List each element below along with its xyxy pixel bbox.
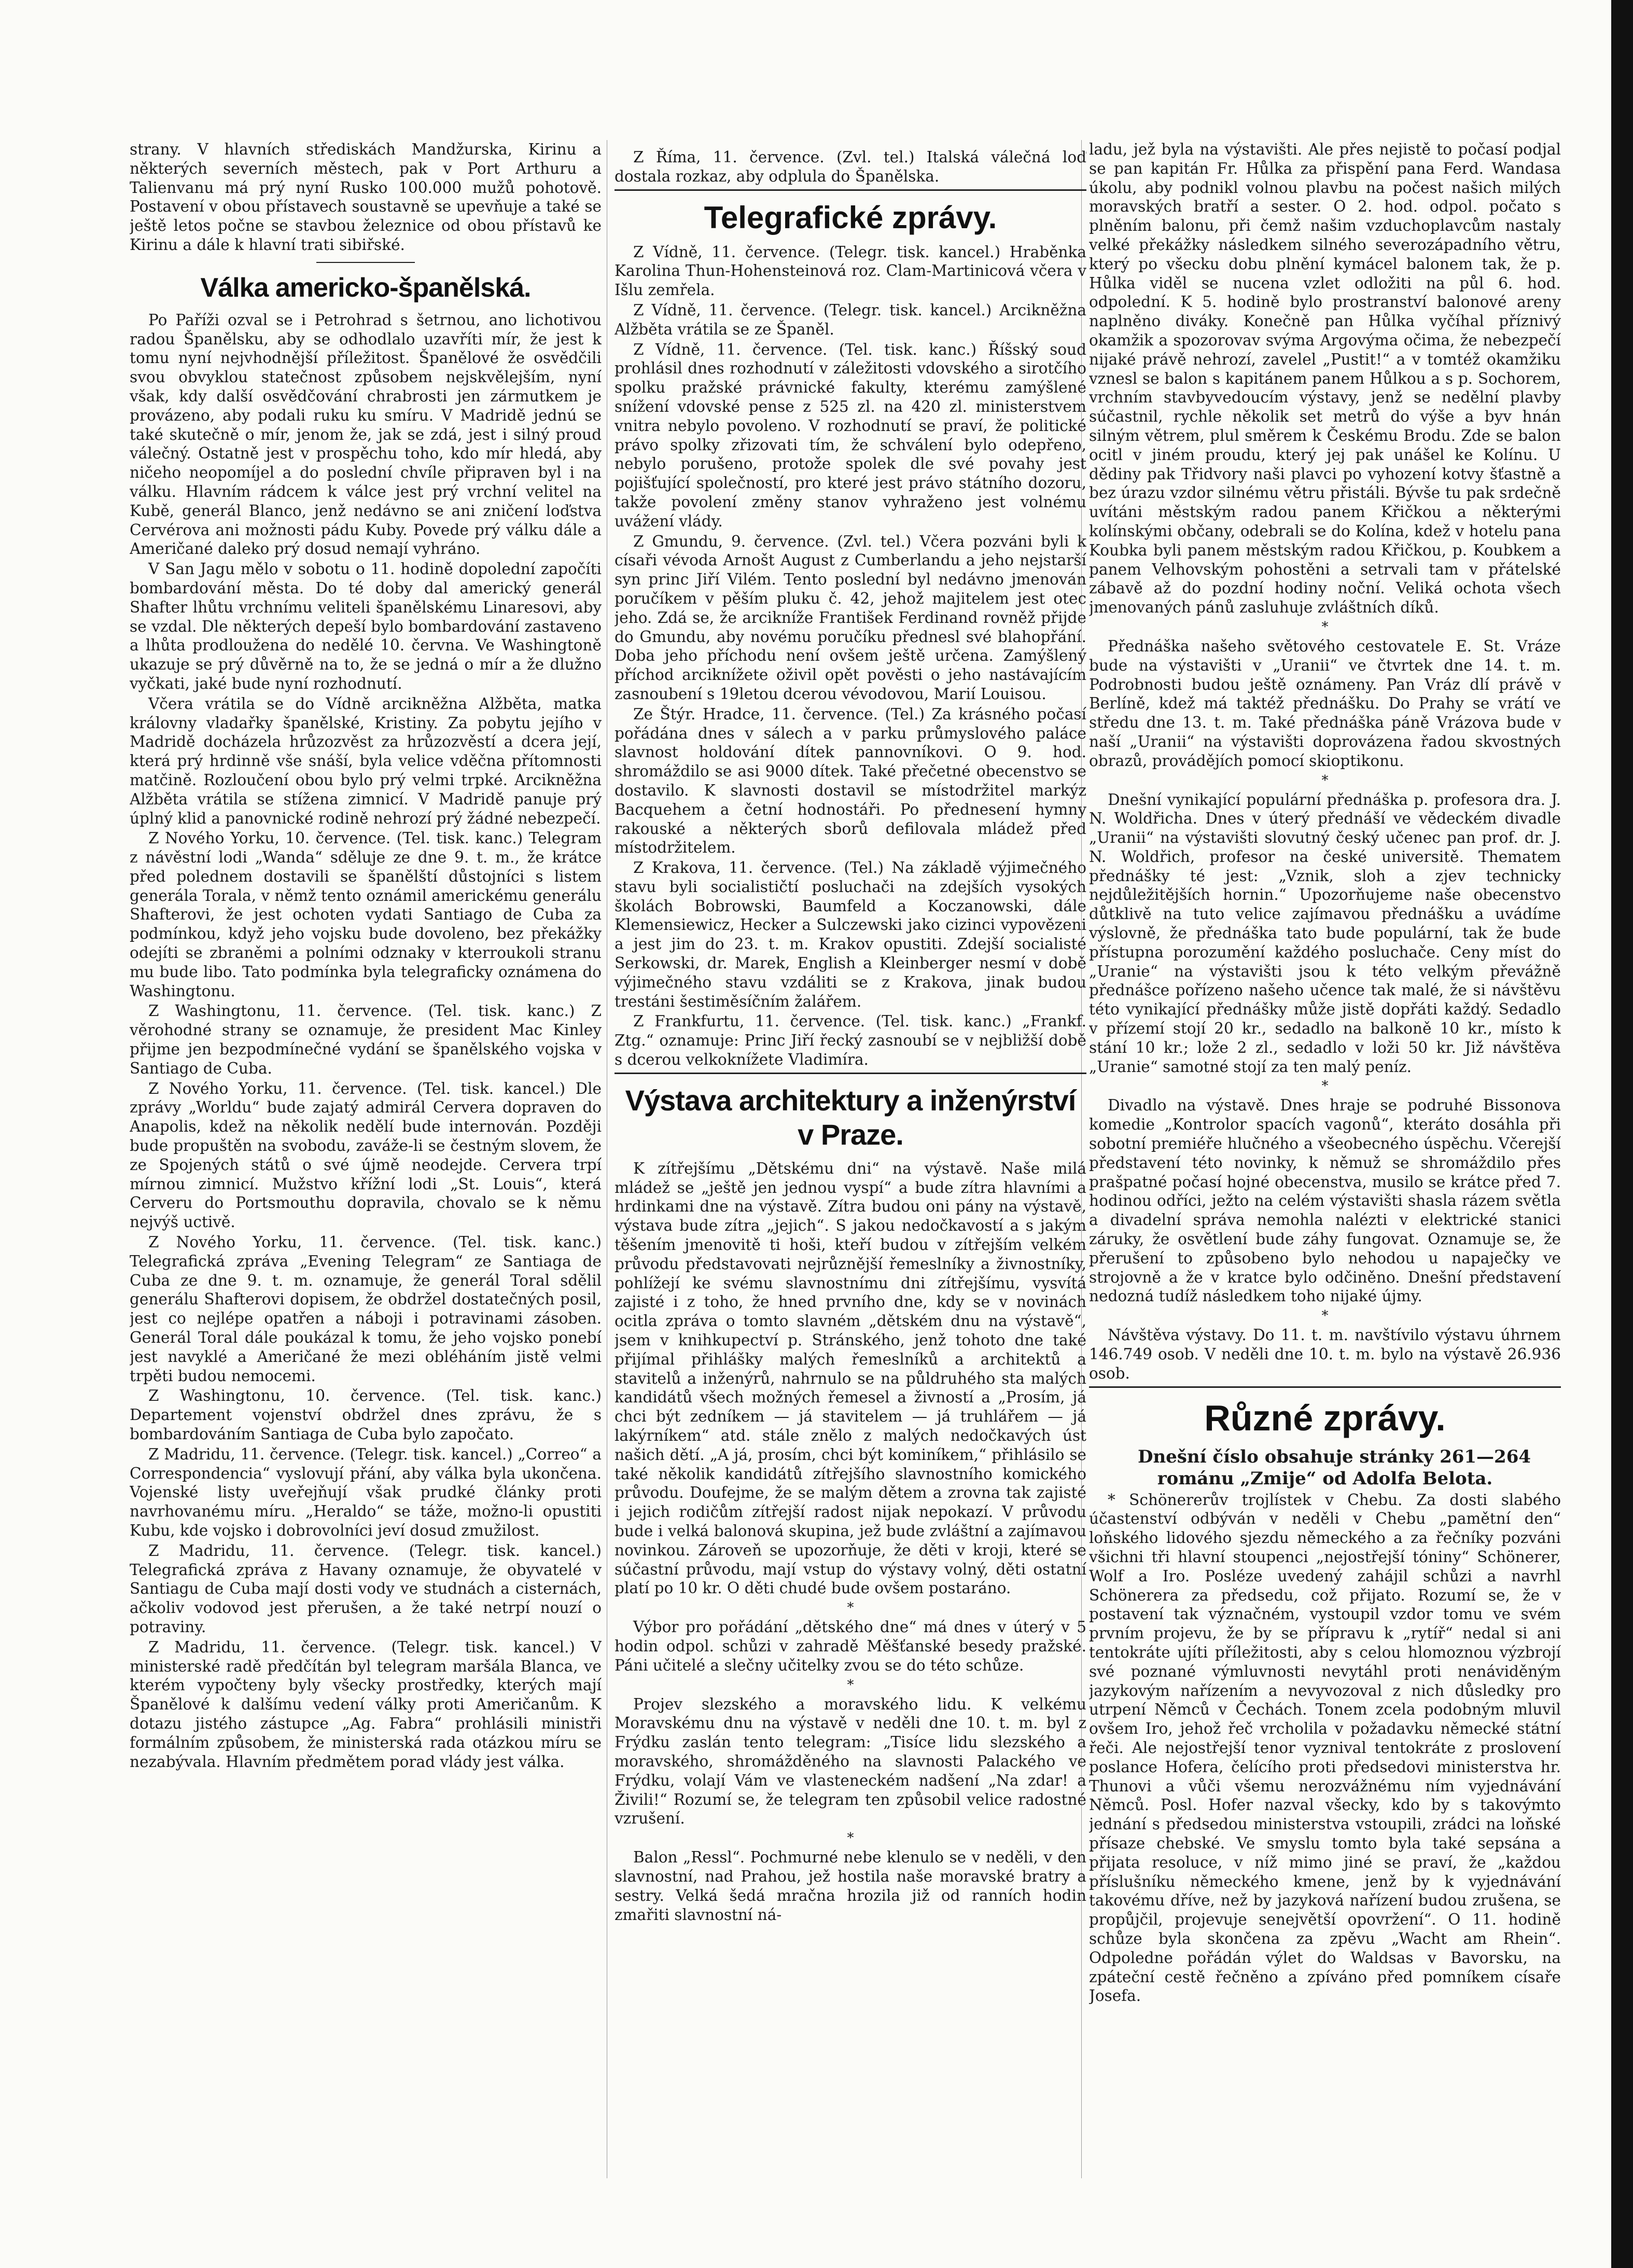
war-telegram: Z Nového Yorku, 11. července. (Tel. tisk. kanc.) Telegrafická zpráva „Evening Telegram“ ze Santiaga de Cuba ze dne 9. t. m. oznamuje, že generál Toral sdělil generálu Shafterovi dopisem, že obdržel dostatečných posil, jest co nejlépe opatřen a náboji i potravinami zásoben. Generál Toral dále poukázal k tomu, že jeho vojsko ponebí jest navyklé a Američané že mezi obléháním jistě velmi trpěti budou nemocemi. [130, 1233, 602, 1385]
exhibition-item: Přednáška našeho světového cestovatele E. St. Vráze bude na výstavišti v „Uranii“ ve čtvrtek dne 14. t. m. Podrobnosti budou ještě oznámeny. Pan Vráz dlí právě v Berlíně, kdež má taktéž přednášku. Do Prahy se vrátí ve středu dne 13. t. m. Také přednáška páně Vrázova bude v naší „Uranii“ na výstavišti doprovázena řadou skvostných obrazů, provádějích pomocí skioptikonu. [1089, 637, 1561, 770]
telegram-item: Ze Štýr. Hradce, 11. července. (Tel.) Za krásného počasí pořádána dnes v sálech a v parku průmyslového paláce slavnost holdování dítek pannovníkovi. O 9. hod. shromáždilo se asi 9000 dítek. Také přečetné obecenstvo se dostavilo. K slavnosti dostavil se místodržitel markýz Bacquehem a četní hodnostáři. Po přednesení hymny rakouské a některých sborů defilovala mládež před místodržitelem. [615, 705, 1086, 857]
exhibition-item: Projev slezského a moravského lidu. K velkému Moravskému dnu na výstavě v neděli dne 10. t. m. byl z Frýdku zaslán tento telegram: „Tisíce lidu slezského a moravského, shromážděného na slavnosti Palackého ve Frýdku, volají Vám ve vlasteneckém nadšení „Na zdar! a Živili!“ Rozumí se, že telegram ten způsobil velice radostné vzrušení. [615, 1695, 1086, 1828]
section-heading-exhibition: Výstava architektury a inženýrství v Praze. [625, 1083, 1076, 1151]
column-middle [615, 148, 1086, 2181]
war-telegram: Z Madridu, 11. července. (Telegr. tisk. kancel.) Telegrafická zpráva z Havany oznamuje, že obyvatelé v Santiagu de Cuba mají dosti vody ve studnách a cisternách, ačkoliv vodovod jest přerušen, a že také netrpí nouzí o potraviny. [130, 1541, 602, 1636]
balloon-continuation: ladu, jež byla na výstavišti. Ale přes nejistě to počasí podjal se pan kapitán Fr. Hůlka za přispění pana Ferd. Wandasa úkolu, aby podnikl volnou plavbu na počest našich milých moravských bratří a sester. O 2. hod. odpol. počato s plněním balonu, při čemž našim vzduchoplavcům nastaly velké překážky následkem silného severozápadního větru, který po všecku dobu plnění kymácel balonem tak, že p. Hůlka viděl se nucena vzlet odložiti na půl 6. hod. odpolední. K 5. hodině bylo prostranství balonové areny naplněno diváky. Konečně pan Hůlka vyčíhal příznivý okamžik a spozorovav svýma Argovýma očima, že nebezpečí nijaké právě nehrozí, zavelel „Pustit!“ a v tomtéž okamžiku vznesl se balon s kapitánem panem Hůlkou a s p. Sochorem, vrchním stavbyvedoucím výstavy, jenž se nedělní plavby súčastnil, rychle několik set metrů do výše a byv hnán silným větrem, plul směrem k Českému Brodu. Zde se balon ocitl v jiném proudu, který jej pak unášel ke Kolínu. U dědiny pak Třidvory naši plavci po vyhození kotvy šťastně a bez úrazu vzdor silnému větru přistáli. Bývše tu pak srdečně uvítáni městským radou panem Křičkou a některými kolínskými občany, odebrali se do Kolína, kdež v hotelu pana Koubka byli panem městským radou Křičkou, p. Koubkem a panem Velhovským pohostěni a setrvali tam v přátelské zábavě až do pozdní hodiny noční. Veliká ochota všech jmenovaných pánů zasluhuje zvláštních díků. [1089, 141, 1561, 617]
divider [1089, 1386, 1561, 1388]
war-telegram: Z Madridu, 11. července. (Telegr. tisk. kancel.) „Correo“ a Correspondencia“ vyslovují přání, aby válka byla ukončena. Vojenské listy uveřejňují však prudké články proti navrhovanému míru. „Heraldo“ se táže, možno-li opustiti Kubu, kde vojsko i dobrovolníci jeví dosud zmužilost. [130, 1445, 602, 1539]
section-heading-war: Válka americko-španělská. [200, 272, 531, 303]
telegram-item: Z Vídně, 11. července. (Tel. tisk. kanc.) Říšský soud prohlásil dnes rozhodnutí v záležitosti vdovského a sirotčího spolku pražské právnické fakulty, kterému zamýšlené snížení vdovské pense z 525 zl. na 420 zl. ministerstvem vnitra nebylo povoleno. V rozhodnutí se praví, že politické právo spolky zřizovati tím, že schválení bylo odepřeno, nebylo porušeno, protože spolek dle své povahy jest pojišťující společností, pro které jest právo státního dozoru, takže povolení změny stanov vyhraženo jest volnému uvážení vlády. [615, 340, 1086, 530]
news-intro: Dnešní číslo obsahuje stránky 261—264 románu „Zmije“ od Adolfa Belota. [1137, 1446, 1531, 1489]
telegram-item: Z Gmundu, 9. července. (Zvl. tel.) Včera pozváni byli k císaři vévoda Arnošt August z Cumberlandu a jeho nejstarší syn princ Jiří Vilém. Tento poslední byl nedávno jmenován poručíkem v pěším pluku č. 42, jehož majitelem jest otec jeho. Zdá se, že arcikníže František Ferdinand rovněž přijde do Gmundu, aby novému poručíku přednesl své blahopřání. Doba jeho příchodu není ovšem ještě určena. Zamýšlený příchod arciknížete oživil opět pověsti o jeho nastávajícím zasnoubení s 19letou dcerou vévodovou, Marií Louisou. [615, 532, 1086, 703]
separator-star: * [847, 1677, 854, 1693]
war-telegram: Z Washingtonu, 10. července. (Tel. tisk. kanc.) Departement vojenství obdržel dnes zprávu, že s bombardováním Santiaga de Cuba bylo započato. [130, 1387, 602, 1443]
exhibition-item: Dnešní vynikající populární přednáška p. profesora dra. J. N. Woldřicha. Dnes v úterý přednáší ve vědeckém divadle „Uranii“ na výstavišti slovutný český učenec pan prof. dr. J. N. Woldřich, profesor na české universitě. Thematem přednášky té jest: „Vznik, sloh a zjev technicky nejdůležitějších hornin.“ Upozorňujeme naše obecenstvo důtklivě na tuto velice zajímavou přednášku a uvádíme výslovně, že přednáška tato bude populární, tak že bude přístupna porozumění každého posluchače. Ceny míst do „Uranie“ na výstavišti jsou k této velkým převážně přednášce pořízeno našeho učence tak malé, že si návštěvu této vynikající přednášky může jistě dopřáti každý. Sedadlo v přízemí stojí 20 kr., sedadlo na balkoně 10 kr., místo k stání 10 kr.; lože 2 zl., sedadlo v loži 50 kr. Již návštěva „Uranie“ samotné stojí za ten malý peníz. [1089, 790, 1561, 1076]
telegram-item: Z Vídně, 11. července. (Telegr. tisk. kancel.) Arcikněžna Alžběta vrátila se ze Španěl. [615, 301, 1086, 338]
divider [615, 1073, 1086, 1074]
column-left [130, 140, 602, 2178]
exhibition-item: Divadlo na výstavě. Dnes hraje se podruhé Bissonova komedie „Kontrolor spacích vagonů“, kteráto dosáhla při sobotní premiéře hlučného a všeobecného úspěchu. Včerejší představení této novinky, k němuž se shromáždilo přes prašpatné počasí hojné obecenstva, musilo se krátce před 7. hodinou odříci, ježto na celém výstavišti shasla rázem světla a divadelní správa nemohla nalézti v elektrické stanici záruky, že osvětlení bude záhy fungovat. Oznamuje se, že přerušení to způsobeno bylo nehodou u napaječky ve strojovně a že v kratce bylo odčiněno. Dnešní představení nedozná tudíž následkem toho nijaké újmy. [1089, 1096, 1561, 1305]
war-telegram: Z Nového Yorku, 11. července. (Tel. tisk. kancel.) Dle zprávy „Worldu“ bude zajatý admirál Cervera dopraven do Anapolis, kdež na několik nedělí bude internován. Později bude propuštěn na svobodu, zaváže-li se čestným slovem, že ze Spojených států o své újmě neodejde. Cervera trpí mírnou zimnicí. Mužstvo křížní lodi „St. Louis“, která Cerveru do Portsmouthu dopravila, chovalo se k němu nejvýš uctivě. [130, 1079, 602, 1231]
telegram-item: Z Frankfurtu, 11. července. (Tel. tisk. kanc.) „Frankf. Ztg.“ oznamuje: Princ Jiří řecký zasnoubí se v nejbližší době s dcerou velkoknížete Vladimíra. [615, 1012, 1086, 1069]
separator-star: * [1321, 619, 1329, 635]
war-telegram: Z Nového Yorku, 10. července. (Tel. tisk. kanc.) Telegram z návěstní lodi „Wanda“ sděluje ze dne 9. t. m., že krátce před polednem dostavili se španělští důstojníci s listem generála Torala, v němž tento oznámil americkému generálu Shafterovi, že jest ochoten vydati Santiago de Cuba za podmínkou, když jeho vojsku bude dovoleno, bez překážky odejíti se zbraněmi a polními odznaky v kterroukoli stranu mu bude libo. Tato podmínka byla telegraficky oznámena do Washingtonu. [130, 829, 602, 1000]
war-paragraph: Včera vrátila se do Vídně arcikněžna Alžběta, matka královny vladařky španělské, Kristiny. Za pobytu jejího v Madridě docházela hrůzozvěst za hrůzozvěstí a dcera její, která prý hrdinně vše snáší, byla velice vděčna přítomnosti matčině. Rozloučení obou bylo prý velmi trpké. Arcikněžna Alžběta vrátila se stížena zimnicí. V Madridě panuje prý úplný klid a panovnické rodině nehrozí prý žádné nebezpečí. [130, 694, 602, 827]
telegram-item: Z Vídně, 11. července. (Telegr. tisk. kancel.) Hraběnka Karolina Thun-Hohensteinová roz. Clam-Martinicová včera v Išlu zemřela. [615, 243, 1086, 299]
war-telegram: Z Madridu, 11. července. (Telegr. tisk. kancel.) V ministerské radě předčítán byl telegram maršála Blanca, ve kterém vypočteny byly všecky prostředky, kterých mají Španělové k dalšímu vedení války proti Američanům. K dotazu jistého zástupce „Ag. Fabra“ prohlásili ministři formálním způsobem, že ministerská rada otázkou míru se nezabývala. Hlavním předmětem porad vlády jest válka. [130, 1638, 602, 1771]
separator-star: * [1321, 772, 1329, 788]
section-heading-telegrams: Telegrafické zprávy. [704, 200, 997, 235]
separator-star: * [1321, 1308, 1329, 1324]
column-right [1089, 140, 1561, 2178]
exhibition-item: Návštěva výstavy. Do 11. t. m. navštívilo výstavu úhrnem 146.749 osob. V neděli dne 10. t. m. bylo na výstavě 26.936 osob. [1089, 1326, 1561, 1382]
scan-edge [1611, 0, 1633, 2268]
exhibition-item: Balon „Ressl“. Pochmurné nebe klenulo se v neděli, v den slavnostní, nad Prahou, jež hostila naše moravské bratry a sestry. Velká šedá mračna hrozila již od ranních hodin zmařiti slavnostní ná- [615, 1848, 1086, 1924]
war-paragraph: V San Jagu mělo v sobotu o 11. hodině dopolední započíti bombardování města. Do té doby dal americký generál Shafter lhůtu vrchnímu veliteli španělskému Linaresovi, aby se vzdal. Dle některých depeší bylo bombardování zastaveno a lhůta prodloužena do nedělé 10. června. Ve Washingtoně ukazuje se prý důvěrně na to, že se jedná o mír a že dlužno vyčkati, jaké bude nyní rozhodnutí. [130, 560, 602, 692]
telegram-item: Z Krakova, 11. července. (Tel.) Na základě výjimečného stavu byli socialističtí posluchači na zdejších vysokých školách Bobrowski, Baumfeld a Koczanowski, dále Klemensiewicz, Hecker a Sulczewski jako cizinci vypovězeni a jest jim do 23. t. m. Krakov opustiti. Zdejší socialisté Serkowski, dr. Marek, English a Kleinberger nesmí v době výjimečného stavu vzdáliti se z Krakova, jinak budou trestáni šestiměsíčním žalářem. [615, 859, 1086, 1010]
news-item: * Schönererův trojlístek v Chebu. Za dosti slabého účastenství odbýván v neděli v Chebu „pamětní den“ loňského lidového sjezdu německého a za řečníky pozváni všichni tři hlavní stoupenci „nejostřejší tóniny“ Schönerer, Wolf a Iro. Posléze uvedený zahájil schůzi a navrhl Schönerera za předsedu, což přijato. Rozumí se, že v postavení tak význačném, vystoupil vzdor tomu ve svém prvním projevu, že by se přípravu k „rytíř“ nedal si ani tentokráte ujíti příležitosti, aby s celou hlomoznou výzbrojí své poznané výmluvnosti nevytáhl proti nenáviděným jazykovým nařízením a nevyvozoval z nich důsledky pro utrpení Němců v Čechách. Tonem zcela podobným mluvil ovšem Iro, jehož řeč vrcholila v požadavku německé státní řeči. Ale nejostřejší tenor vyznival tentokráte z proslovení poslance Hofera, čelícího proti předsedovi ministerstva hr. Thunovi a vůči všemu nerozvážnému ním vyjednávání Němců. Posl. Hofer nazval všecky, kdo by s takovýmto jednání s předsedou ministerstva vstoupili, zrádci na loňské přísaze chebské. Ve smyslu tomto byla také sepsána a přijata resoluce, v níž mimo jiné se praví, že „každou příslušníku německého kmene, jenž by k vyjednávání takovému dříve, než by jazyková nařízení budou zrušena, se propůjčil, projevuje senejvětší opovržení“. O 11. hodině schůze byla skončena za zpěvu „Wacht am Rhein“. Odpoledne pořádán výlet do Waldsas v Bavorsku, na zpáteční cestě řečněno a zpíváno před pomníkem císaře Josefa. [1089, 1491, 1561, 2005]
rome-telegram: Z Říma, 11. července. (Zvl. tel.) Italská válečná loď dostala rozkaz, aby odplula do Španělska. [615, 148, 1086, 185]
war-paragraph: Po Paříži ozval se i Petrohrad s šetrnou, ano lichotivou radou Španělsku, aby se odhodlalo uzavříti mír, že jest k tomu nyní nejvhodnější příležitost. Španělové že osvědčili svou obvyklou statečnost způsobem nejskvělejším, nyní však, kdy další osvědčování chrabrosti jen zármutkem je provázeno, aby podali ruku ku smíru. V Madridě jednú se také skutečně o mír, jenom že, jak se zdá, jest i silný proud válečný. Ostatně jest v prospěchu toho, kdo mír hledá, aby ničeho neopomíjel a do poslední chvíle připraven byl i na válku. Hlavním rádcem k válce jest prý vrchní velitel na Kubě, generál Blanco, jenž nedávno se ani zničení loďstva Cervérova ani možnosti pádu Kuby. Povede prý válku dále a Američané daleko prý dosud nemají vyhráno. [130, 311, 602, 558]
separator-star: * [847, 1600, 854, 1616]
separator-star: * [1321, 1078, 1329, 1094]
section-heading-news: Různé zprávy. [1204, 1397, 1446, 1438]
divider [615, 189, 1086, 191]
article-continuation: strany. V hlavních střediskách Mandžurska, Kirinu a některých severních městech, pak v Port Arthuru a Talienvanu má prý nyní Rusko 100.000 mužů pohotově. Postavení v obou přístavech soustavně se upevňuje a také se ještě letos počne se stavbou železnice od obou přístavů ke Kirinu a dále k hlavní trati sibiřské. [130, 141, 602, 254]
exhibition-item: Výbor pro pořádání „dětského dne“ má dnes v úterý v 5 hodin odpol. schůzi v zahradě Měšťanské besedy pražské. Páni učitelé a slečny učitelky zvou se do této schůze. [615, 1618, 1086, 1674]
separator-star: * [847, 1830, 854, 1846]
war-telegram: Z Washingtonu, 11. července. (Tel. tisk. kanc.) Z věrohodné strany se oznamuje, že president Mac Kinley přijme jen bezpodmínečné vydání se španělského vojska v Santiago de Cuba. [130, 1002, 602, 1077]
divider [316, 262, 415, 263]
exhibition-item: K zítřejšímu „Dětskému dni“ na výstavě. Naše milá mládež se „ještě jen jednou vyspí“ a bude zítra hlavními a hrdinkami dne na výstavě. Zítra budou oni pány na výstavě, výstava bude zítra „jejich“. S jakou nedočkavostí a s jakým těšením jmenovitě ti hoši, kteří budou v zítřejším velkém průvodu představovati nejrůznější řemeslníky a živnostníky, pohlížejí ke svému slavnostnímu dni zítřejšímu, vysvítá zajisté i z toho, že hned prvního dne, kdy se v novinách ocitla zpráva o tomto slavném „dětském dnu na výstavě“, jsem v knihkupectví p. Stránského, jenž tohoto dne také přijímal přihlášky malých řemeslníků a architektů a stavitelů a inženýrů, nahrnulo se na půldruhého sta malých kandidátů všech možných řemesel a živností a „Prosím, já chci být zedníkem — já stavitelem — já truhlářem — já lakýrníkem“ atd. stále znělo z malých nedočkavých úst našich dětí. „A já, prosím, chci být kominíkem,“ přihlásilo se také několik kandidátů zítřejšího slavnostního komického průvodu. Doufejme, že se malým dětem a zrovna tak zajisté i jejich rodičům zítřejší radost nijak nepokazí. V průvodu bude i velká balonová skupina, jež bude zvláštní a zajímavou novinkou. Zároveň se upozorňuje, že děti v kroji, které se súčastní průvodu, mají vstup do výstavy volný, děti ostatní platí po 10 kr. O děti chudé bude ovšem postaráno. [615, 1159, 1086, 1597]
